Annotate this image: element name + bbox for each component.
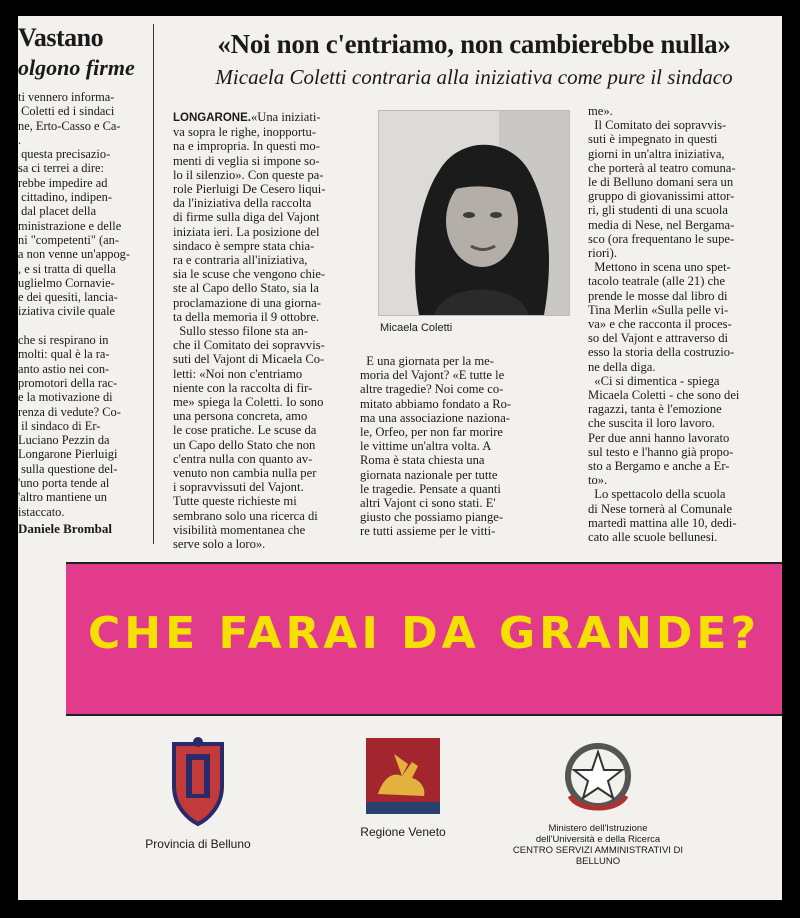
promo-banner [66, 562, 782, 716]
left-article-signature: Daniele Brombal [18, 520, 113, 536]
left-article-title: Vastano [18, 23, 104, 52]
coat-of-arms-icon [166, 736, 230, 828]
left-article-body: ti vennero informa- Coletti ed i sindaci ne, Erto-Casso e Ca- . questa precisazio- sa ci terrei a dire: rebbe impedire ad cittadino, indipen- dal placet della ministrazione e delle ni "competenti" (an- a non venne un'appog- , e si tratta di quella uglielmo Cornavie- e dei quesiti, lancia- iziativa civile quale che si respirano in molti: qual è la ra- anto astio nei con- promotori della rac- e la motivazione di renza di vedute? Co- il sindaco di Er- Luciano Pezzin da Longarone Pierluigi sulla questione del- 'uno porta tende al 'altro mantiene un istaccato. [18, 90, 130, 519]
article-headline: «Noi non c'entriamo, non cambierebbe nulla» [217, 29, 731, 59]
article-subheadline: Micaela Coletti contraria alla iniziativa come pure il sindaco [215, 65, 733, 89]
column-divider [153, 24, 154, 544]
winged-lion-icon [364, 736, 442, 816]
article-column-1 [173, 110, 373, 551]
article-dateline: LONGARONE. [173, 112, 251, 124]
sponsor-logos [18, 736, 782, 896]
portrait-photo-image [379, 111, 569, 315]
provincia-logo [128, 736, 268, 851]
banner-text: CHE FARAI DA GRANDE? [87, 608, 761, 659]
italian-emblem-icon [558, 736, 638, 820]
portrait-photo [378, 110, 570, 316]
left-article [18, 16, 150, 546]
article-column-3: me». Il Comitato dei sopravvis- suti è impegnato in questi giorni in un'altra iniziativa, che porterà al teatro comuna- le di Belluno domani sera un gruppo di giovanissimi attor- ri, gli studenti di una scuola media di Nese, nel Bergama- sco (ora frequentano le supe- riori). Mettono in scena uno spet- tacolo teatrale (alle 21) che prende le mosse dal libro di Tina Merlin «Sulla pelle vi- va» e che racconta il proces- so del Vajont e attraverso di esso la storia della costruzio- ne della diga. «Ci si dimentica - spiega Micaela Coletti - che sono dei ragazzi, tanta è l'emozione che suscita il loro lavoro. Per due anni hanno lavorato sul testo e l'hanno già propo- sto a Bergamo e anche a Er- to». Lo spettacolo della scuola di Nese tornerà al Comunale martedì mattina alle 10, dedi- cato alle scuole bellunesi. [588, 104, 740, 545]
ministero-line3: CENTRO SERVIZI AMMINISTRATIVI DI BELLUNO [512, 845, 684, 867]
article-column-1-text: «Una iniziati- va sopra le righe, inopportu- na e impropria. In questi mo- menti di veglia si impone so- lo il silenzio». Con queste pa- role Pierluigi De Cesero liqui- da l'iniziativa della raccolta di firme sulla diga del Vajont iniziata ieri. La posizione del sindaco è sempre stata chia- ra e contraria all'iniziativa, sia le scuse che vengono chie- ste al Capo dello Stato, sia la proclamazione di una giorna- ta della memoria il 9 ottobre. Sullo stesso filone sta an- che il Comitato dei sopravvis- suti del Vajont di Micaela Co- letti: «Noi non c'entriamo niente con la raccolta di fir- me» spiega la Coletti. Io sono una persona concreta, amo le cose pratiche. Le scuse da un Capo dello Stato che non c'entra nulla con quanto av- venuto non cambia nulla per i sopravvissuti del Vajont. Tutte queste richieste mi sembrano solo una ricerca di visibilità momentanea che serve solo a loro». [173, 110, 326, 552]
ministero-logo [498, 736, 698, 867]
ministero-line1: Ministero dell'Istruzione [548, 823, 648, 834]
provincia-label: Provincia di Belluno [145, 837, 251, 851]
regione-label: Regione Veneto [360, 825, 446, 839]
newspaper-page [18, 16, 782, 900]
article-column-2: E una giornata per la me- moria del Vajont? «E tutte le altre tragedie? Noi come co- mitato abbiamo fondato a Ro- ma una associazione naziona- le, Orfeo, per non far morire le vittime un'altra volta. A Roma è stata chiesta una giornata nazionale per tutte le tragedie. Pensate a quanti altri Vajont ci sono stati. E' giusto che possiamo piange- re tutti assieme per le vitti- [360, 354, 512, 539]
left-article-subtitle: olgono firme [18, 55, 135, 80]
ministero-line2: dell'Università e della Ricerca [535, 834, 661, 845]
photo-caption: Micaela Coletti [380, 322, 453, 334]
regione-logo [333, 736, 473, 839]
